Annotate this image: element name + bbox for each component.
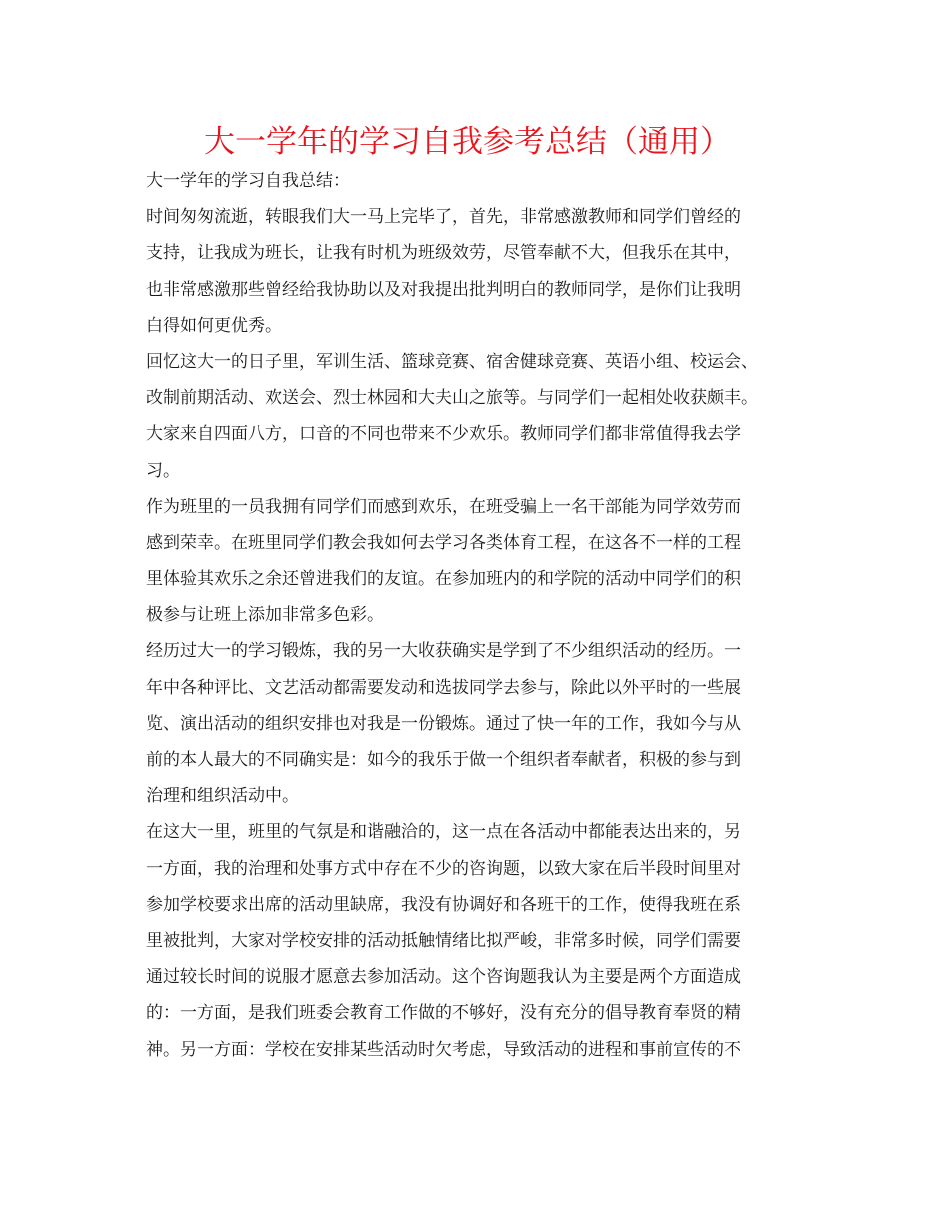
- text-line: 极参与让班上添加非常多色彩。: [146, 605, 384, 626]
- text-line: 神。另一方面：学校在安排某些活动时欠考虑，导致活动的进程和事前宣传的不: [146, 1039, 741, 1060]
- text-line: 参加学校要求出席的活动里缺席，我没有协调好和各班干的工作，使得我班在系: [146, 894, 741, 915]
- text-line: 大一学年的学习自我总结：: [146, 171, 350, 191]
- text-line: 治理和组织活动中。: [146, 786, 299, 807]
- text-line: 也非常感激那些曾经给我协助以及对我提出批判明白的教师同学，是你们让我明: [146, 279, 741, 300]
- text-line: 览、演出活动的组织安排也对我是一份锻炼。通过了快一年的工作，我如今与从: [146, 713, 741, 734]
- text-line: 在这大一里，班里的气氛是和谐融洽的，这一点在各活动中都能表达出来的，另: [146, 822, 741, 843]
- text-line: 一方面，我的治理和处事方式中存在不少的咨询题，以致大家在后半段时间里对: [146, 858, 741, 879]
- text-line: 回忆这大一的日子里，军训生活、篮球竞赛、宿舍健球竞赛、英语小组、校运会、: [146, 351, 758, 372]
- text-line: 习。: [146, 460, 180, 481]
- text-line: 通过较长时间的说服才愿意去参加活动。这个咨询题我认为主要是两个方面造成: [146, 967, 741, 988]
- text-line: 经历过大一的学习锻炼，我的另一大收获确实是学到了不少组织活动的经历。一: [146, 641, 741, 662]
- text-line: 白得如何更优秀。: [146, 315, 282, 336]
- text-line: 改制前期活动、欢送会、烈士林园和大夫山之旅等。与同学们一起相处收获颇丰。: [146, 388, 758, 409]
- text-line: 的：一方面，是我们班委会教育工作做的不够好，没有充分的倡导教育奉贤的精: [146, 1003, 741, 1024]
- text-line: 支持，让我成为班长，让我有时机为班级效劳，尽管奉献不大，但我乐在其中，: [146, 243, 741, 264]
- document-title: 大一学年的学习自我参考总结（通用）: [204, 124, 731, 160]
- document-body: [146, 163, 836, 1068]
- text-line: 感到荣幸。在班里同学们教会我如何去学习各类体育工程，在这各不一样的工程: [146, 532, 741, 553]
- text-line: 大家来自四面八方，口音的不同也带来不少欢乐。教师同学们都非常值得我去学: [146, 424, 741, 445]
- text-line: 里被批判，大家对学校安排的活动抵触情绪比拟严峻，非常多时候，同学们需要: [146, 930, 741, 951]
- text-line: 作为班里的一员我拥有同学们而感到欢乐，在班受骗上一名干部能为同学效劳而: [146, 496, 741, 517]
- text-line: 前的本人最大的不同确实是：如今的我乐于做一个组织者奉献者，积极的参与到: [146, 750, 741, 770]
- text-line: 里体验其欢乐之余还曾进我们的友谊。在参加班内的和学院的活动中同学们的积: [146, 569, 741, 590]
- text-line: 时间匆匆流逝，转眼我们大一马上完毕了，首先，非常感激教师和同学们曾经的: [146, 207, 741, 228]
- text-line: 年中各种评比、文艺活动都需要发动和选拔同学去参与，除此以外平时的一些展: [146, 677, 741, 698]
